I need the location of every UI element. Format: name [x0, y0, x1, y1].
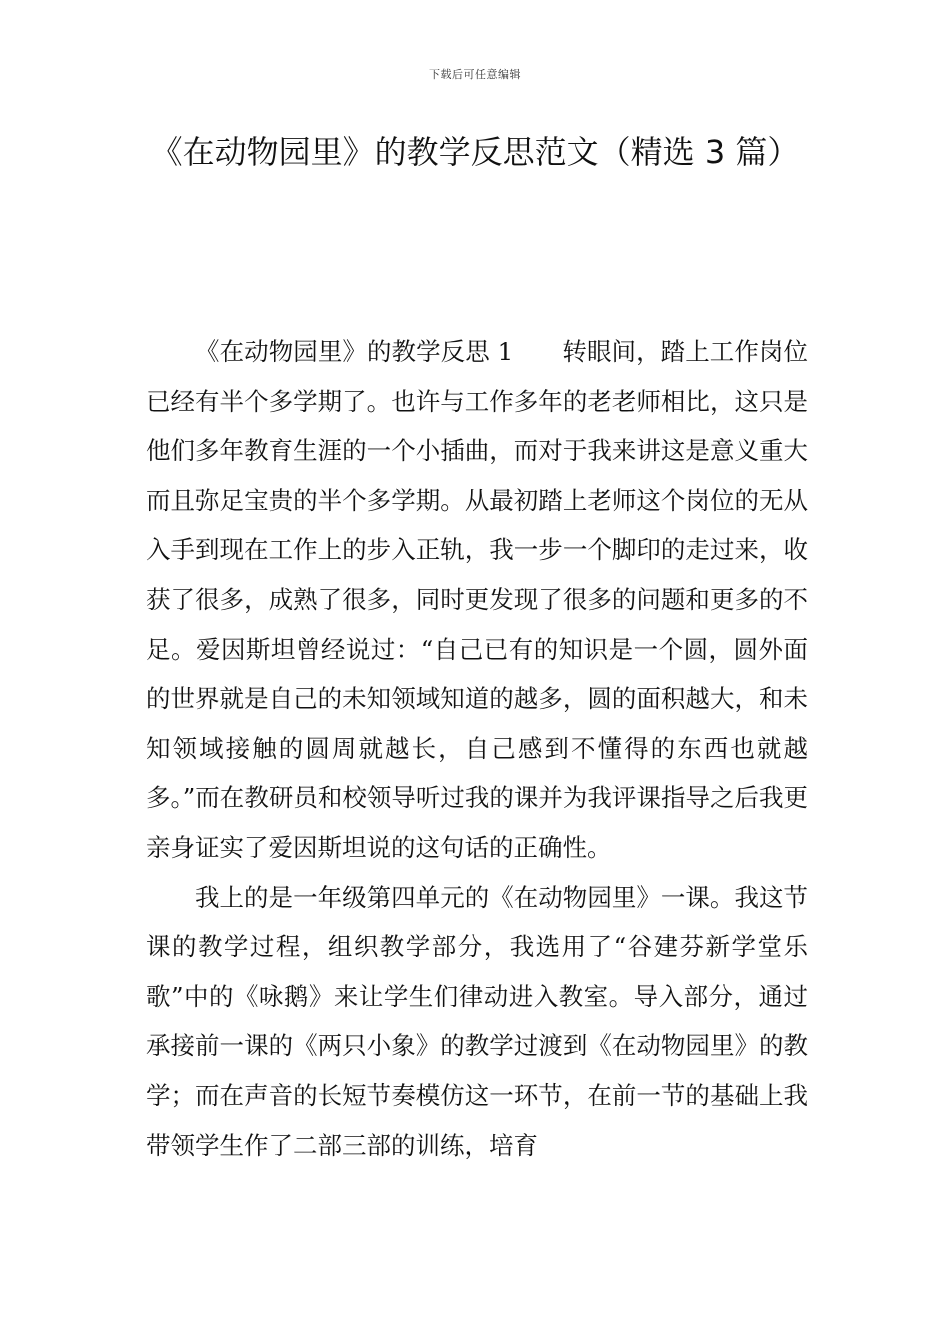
paragraph: 《在动物园里》的教学反思 1 转眼间，踏上工作岗位已经有半个多学期了。也许与工作多年的老老师相比，这只是他们多年教育生涯的一个小插曲，而对于我来讲这是意义重大而且弥足宝贵的半个多学期。从最初踏上老师这个岗位的无从入手到现在工作上的步入正轨，我一步一个脚印的走过来，收获了很多，成熟了很多，同时更发现了很多的问题和更多的不足。爱因斯坦曾经说过：“自己已有的知识是一个圆，圆外面的世界就是自己的未知领域知道的越多，圆的面积越大，和未知领域接触的圆周就越长，自己感到不懂得的东西也就越多。”而在教研员和校领导听过我的课并为我评课指导之后我更亲身证实了爱因斯坦说的这句话的正确性。	[146, 337, 808, 862]
document-title: 《在动物园里》的教学反思范文（精选 3 篇）	[150, 133, 800, 171]
header-note: 下载后可任意编辑	[429, 68, 521, 81]
document-body	[146, 327, 808, 1170]
paragraph: 我上的是一年级第四单元的《在动物园里》一课。我这节课的教学过程，组织教学部分，我选用了“谷建芬新学堂乐歌”中的《咏鹅》来让学生们律动进入教室。导入部分，通过承接前一课的《两只小象》的教学过渡到《在动物园里》的教学；而在声音的长短节奏模仿这一环节，在前一节的基础上我带领学生作了二部三部的训练，培育	[146, 882, 808, 1160]
